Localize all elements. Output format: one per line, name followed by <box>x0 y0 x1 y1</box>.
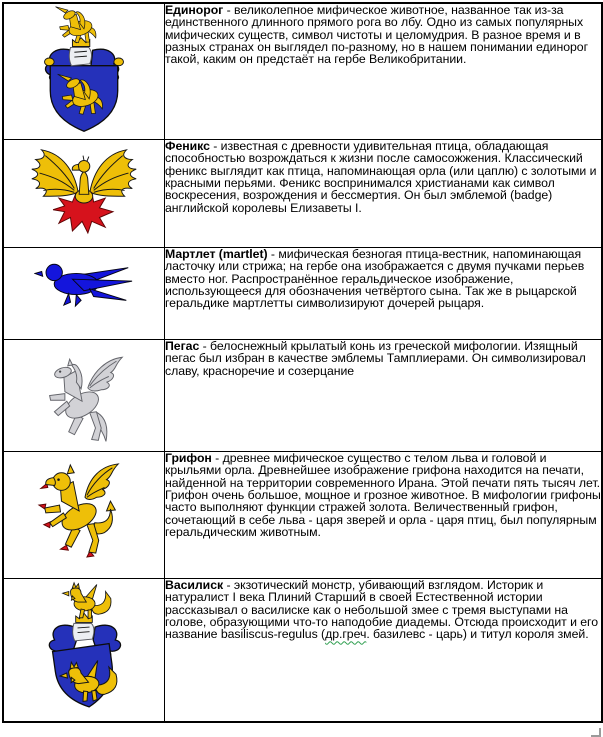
beast-description-cell <box>165 140 603 248</box>
beast-image-cell <box>3 3 165 140</box>
unicorn-coat-of-arms-icon <box>31 6 137 137</box>
beast-term: Василиск <box>165 578 224 592</box>
beast-text: - белоснежный крылатый конь из греческой мифологии. Изящный пегас был избран в качестве эмблемы Тамплиерами. Он символизировал славу, красноречие и созерцание <box>165 339 586 378</box>
beast-description-cell <box>165 452 603 579</box>
heraldic-beasts-table <box>2 2 603 723</box>
beast-description <box>165 340 601 377</box>
martlet-icon <box>34 256 134 312</box>
table-row-griffin <box>3 452 602 579</box>
table-row-basilisk <box>3 579 602 723</box>
beast-term: Пегас <box>165 339 200 353</box>
beast-text: - экзотический монстр, убивающий взглядом. Историк и натуралист I века Плиний Старший в своей Естественной истории рассказывал о василиске как о небольшой змее с тремя выступами на голове, образующими что-то наподобие диадемы. Отсюда происходит и его название basiliscus-regulus ( <box>165 578 599 642</box>
beast-text: - известная с древности удивительная птица, обладающая способностью возрождаться к жизни после самосожжения. Классический феникс выглядит как птица, напоминающая орла (или цаплю) с золотыми и красными перьями. Феникс воспринимался христианами как символ воскресения, возрождения и бессмертия. Он был эмблемой (badge) английской королевы Елизаветы I. <box>165 139 597 215</box>
basilisk-coat-of-arms-icon <box>36 581 132 721</box>
beast-description <box>165 579 601 641</box>
beast-description <box>165 452 601 538</box>
beast-term: Феникс <box>165 139 210 153</box>
beast-image-cell <box>3 579 165 723</box>
griffin-icon <box>36 454 132 564</box>
beast-image-cell <box>3 140 165 248</box>
table-row-pegasus <box>3 340 602 452</box>
table-resize-handle[interactable] <box>591 728 601 737</box>
beast-description-cell <box>165 340 603 452</box>
beast-term: Мартлет (martlet) <box>165 247 268 261</box>
pegasus-icon <box>38 342 130 449</box>
beast-term: Грифон <box>165 451 212 465</box>
beast-description-cell <box>165 3 603 140</box>
beast-text: . базилевс - царь) и титул короля змей. <box>366 627 589 642</box>
beast-text: - великолепное мифическое животное, названное так из-за единственного длинного прямого рога во лбу. Одно из самых популярных мифических существ, символ чистоты и целомудрия. В разное время и в разных странах он выглядел по-разному, но в нашем понимании единорог такой, каким он предстаёт на гербе Великобритании. <box>165 3 589 67</box>
beast-image-cell <box>3 340 165 452</box>
beast-term: Единорог <box>165 3 224 17</box>
beast-description <box>165 140 601 214</box>
beast-image-cell <box>3 248 165 340</box>
beast-image-cell <box>3 452 165 579</box>
spellcheck-squiggle-text: др.греч <box>325 627 367 642</box>
document-page <box>0 2 603 737</box>
beast-description <box>165 248 601 310</box>
table-row-phoenix <box>3 140 602 248</box>
beast-text: - древнее мифическое существо с телом льва и головой и крыльями орла. Древнейшее изображение грифона находится на печати, найденной на территории современного Ирана. Этой печати пять тысяч лет. Грифон очень большое, мощное и грозное животное. В мифологии грифоны часто выполняют функции стражей золота. Величественный грифон, сочетающий в себе льва - царя зверей и орла - царя птиц, был популярным геральдическим животным. <box>165 451 601 540</box>
beast-description-cell <box>165 248 603 340</box>
phoenix-icon <box>26 142 142 235</box>
beast-description-cell <box>165 579 603 723</box>
table-row-martlet <box>3 248 602 340</box>
beast-text: - мифическая безногая птица-вестник, напоминающая ласточку или стрижа; на гербе она изображается с двумя пучками перьев вместо ног. Распространённое геральдическое изображение, использующееся для обозначения четвёртого сына. Так же в рыцарской геральдике мартлетты символизируют дочерей рыцаря. <box>165 247 585 311</box>
beast-description <box>165 4 601 66</box>
table-row-unicorn <box>3 3 602 140</box>
